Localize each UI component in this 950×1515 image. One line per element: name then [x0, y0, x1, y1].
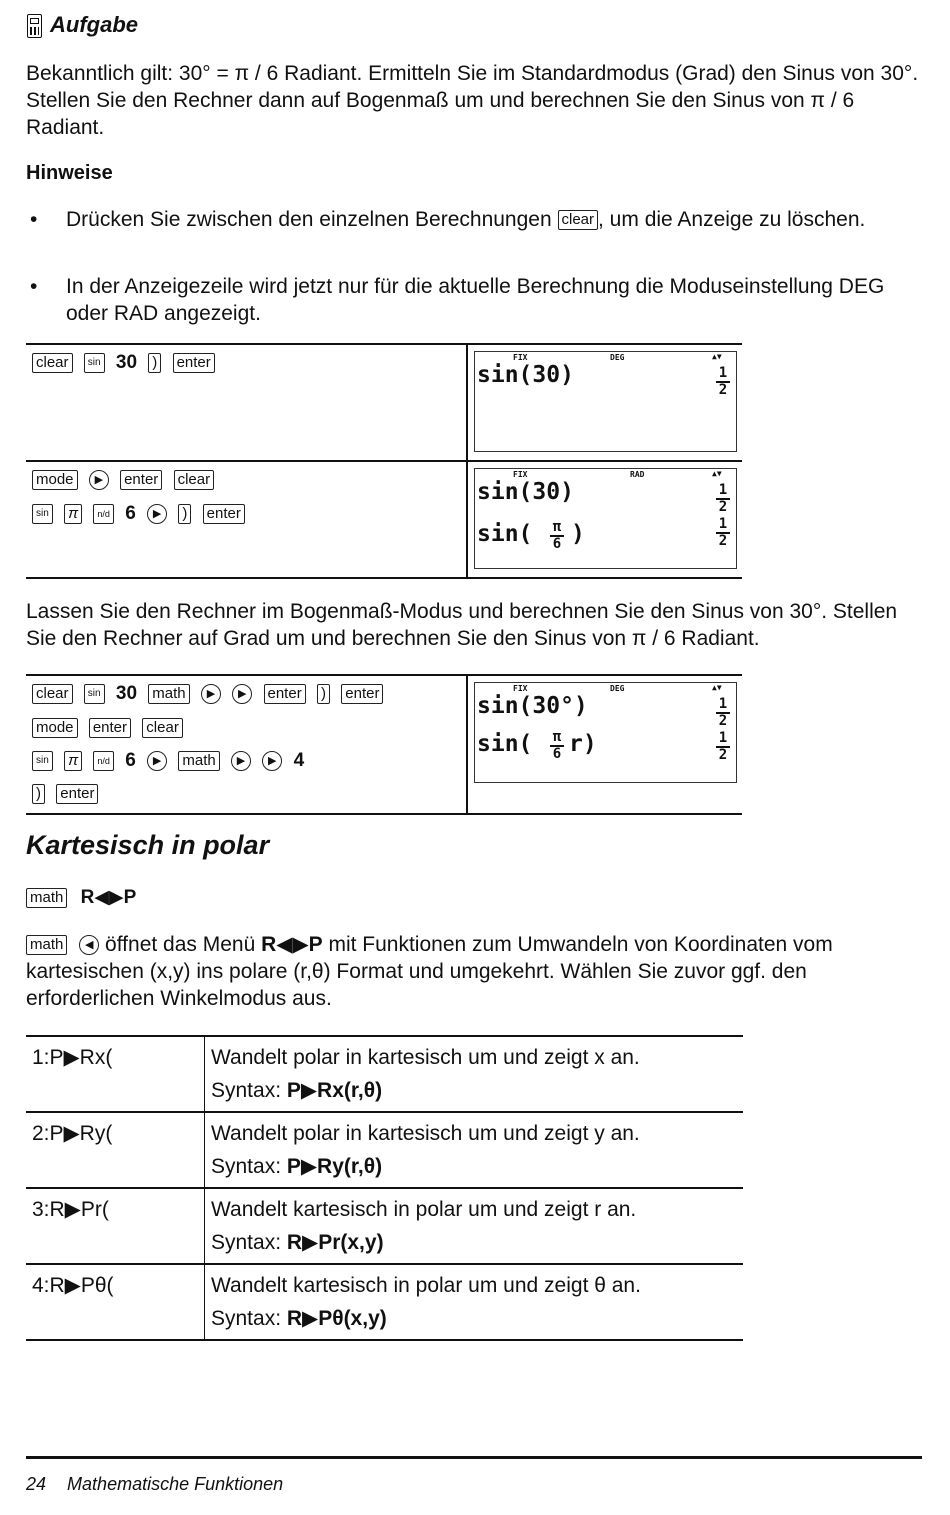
pi-over-6: $\frac{\pi}{6}$	[550, 730, 564, 762]
right-arrow-icon: ▶	[262, 751, 282, 771]
enter-key: enter	[56, 784, 98, 804]
hint-1-text-a: Drücken Sie zwischen den einzelnen Berechnungen	[66, 208, 552, 231]
footer-rule	[26, 1456, 922, 1459]
digit-6: 6	[125, 750, 136, 771]
result-fraction-1: $\frac{1}{2}$	[716, 697, 730, 729]
function-name: 4:R▶Pθ(	[26, 1264, 205, 1340]
function-desc: Wandelt polar in kartesisch um und zeigt x an. Syntax: P▶Rx(r,θ)	[211, 1046, 640, 1102]
enter-key: enter	[120, 470, 162, 490]
enter-key: enter	[89, 718, 131, 738]
calc-screen-3	[474, 682, 737, 783]
desc-menu-name: R◀▶P	[261, 933, 323, 956]
fraction-key: n/d	[93, 504, 114, 524]
calculator-icon	[27, 14, 42, 38]
function-name: 3:R▶Pr(	[26, 1188, 205, 1264]
function-desc: Wandelt polar in kartesisch um und zeigt y an. Syntax: P▶Ry(r,θ)	[211, 1122, 640, 1178]
right-arrow-icon: ▶	[147, 751, 167, 771]
right-arrow-icon: ▶	[232, 684, 252, 704]
keys-row-3b	[32, 711, 189, 745]
table-row	[26, 1036, 743, 1112]
screen-expression-2: sin(	[477, 521, 533, 547]
table-row	[26, 1112, 743, 1188]
keys-row-2a	[32, 463, 220, 497]
screen-expression-1: sin(30°)	[477, 693, 588, 719]
math-key: math	[26, 888, 67, 908]
digit-30: 30	[115, 352, 138, 373]
left-arrow-icon: ◀	[79, 935, 99, 955]
section-title: Kartesisch in polar	[26, 830, 270, 860]
section-description	[26, 931, 926, 1012]
right-arrow-icon: ▶	[89, 470, 109, 490]
math-key: math	[148, 684, 189, 704]
math-key: math	[26, 935, 67, 955]
paren-key: )	[32, 784, 45, 804]
hint-1-text-b: , um die Anzeige zu löschen.	[598, 208, 866, 231]
fix-indicator: FIX	[513, 353, 528, 362]
keys-row-3a	[32, 677, 389, 711]
keys-row-2b	[32, 497, 251, 531]
fix-indicator: FIX	[513, 684, 528, 693]
middle-text: Lassen Sie den Rechner im Bogenmaß-Modus und berechnen Sie den Sinus von 30°. Stellen Sie den Rechner auf Grad um und berechnen Sie den Sinus von π / 6 Radiant.	[26, 600, 898, 650]
calc-screen-2	[474, 468, 737, 569]
functions-table	[26, 1035, 743, 1341]
pi-key: π	[64, 504, 82, 524]
math-key: math	[178, 751, 219, 771]
enter-key: enter	[173, 353, 215, 373]
mode-indicator: DEG	[610, 353, 625, 362]
bullet-2: •	[30, 275, 38, 298]
hints-heading: Hinweise	[26, 162, 113, 184]
right-arrow-icon: ▶	[147, 504, 167, 524]
fraction-key: n/d	[93, 751, 114, 771]
result-fraction-2: $\frac{1}{2}$	[716, 731, 730, 763]
mode-key: mode	[32, 718, 78, 738]
table-row	[26, 1264, 743, 1340]
menu-line	[26, 886, 136, 909]
mode-indicator: RAD	[630, 470, 645, 479]
hint-1	[66, 206, 926, 233]
bullet-1: •	[30, 208, 38, 231]
clear-key: clear	[174, 470, 215, 490]
paren-key: )	[178, 504, 191, 524]
result-fraction-2: $\frac{1}{2}$	[716, 517, 730, 549]
table-row	[26, 1188, 743, 1264]
function-name: 2:P▶Ry(	[26, 1112, 205, 1188]
chapter-name: Mathematische Funktionen	[67, 1474, 284, 1494]
screen-expression: sin(30)	[477, 362, 574, 388]
keys-row-3c	[32, 744, 310, 778]
sin-key: sin	[32, 504, 53, 524]
function-desc: Wandelt kartesisch in polar um und zeigt θ an. Syntax: R▶Pθ(x,y)	[211, 1274, 641, 1330]
right-arrow-icon: ▶	[201, 684, 221, 704]
desc-text-a: öffnet das Menü	[105, 933, 256, 956]
digit-30: 30	[115, 683, 138, 704]
result-fraction: $\frac{1}{2}$	[716, 366, 730, 398]
screen-close-paren: r)	[569, 731, 597, 757]
sin-key: sin	[32, 751, 53, 771]
scroll-arrows-icon: ▲▼	[712, 469, 722, 478]
footer	[26, 1474, 283, 1495]
right-arrow-icon: ▶	[231, 751, 251, 771]
mode-indicator: DEG	[610, 684, 625, 693]
pi-key: π	[64, 751, 82, 771]
sin-key: sin	[84, 684, 105, 704]
task-intro: Bekanntlich gilt: 30° = π / 6 Radiant. Ermitteln Sie im Standardmodus (Grad) den Sinus von 30°. Stellen Sie den Rechner dann auf Bogenmaß um und berechnen Sie den Sinus von π / 6 Radiant.	[26, 62, 919, 139]
sin-key: sin	[84, 353, 105, 373]
task-heading: Aufgabe	[50, 12, 138, 37]
calc-screen-1	[474, 351, 737, 452]
function-name: 1:P▶Rx(	[26, 1036, 205, 1112]
result-fraction-1: $\frac{1}{2}$	[716, 483, 730, 515]
clear-key: clear	[32, 684, 73, 704]
function-desc: Wandelt kartesisch in polar um und zeigt r an. Syntax: R▶Pr(x,y)	[211, 1198, 637, 1254]
fix-indicator: FIX	[513, 470, 528, 479]
scroll-arrows-icon: ▲▼	[712, 683, 722, 692]
screen-expression-1: sin(30)	[477, 479, 574, 505]
paren-key: )	[148, 353, 161, 373]
screen-close-paren: )	[571, 521, 585, 547]
screen-expression-2: sin(	[477, 731, 533, 757]
clear-key: clear	[142, 718, 183, 738]
page-number: 24	[26, 1474, 47, 1494]
digit-6: 6	[125, 503, 136, 524]
mode-key: mode	[32, 470, 78, 490]
enter-key: enter	[203, 504, 245, 524]
enter-key: enter	[341, 684, 383, 704]
paren-key: )	[317, 684, 330, 704]
clear-key: clear	[32, 353, 73, 373]
keys-row-1	[32, 346, 221, 380]
clear-key: clear	[558, 210, 599, 230]
pi-over-6: $\frac{\pi}{6}$	[550, 520, 564, 552]
menu-name: R◀▶P	[80, 887, 137, 908]
digit-4: 4	[293, 750, 305, 771]
hint-2: In der Anzeigezeile wird jetzt nur für die aktuelle Berechnung die Moduseinstellung DEG oder RAD angezeigt.	[66, 275, 885, 325]
enter-key: enter	[264, 684, 306, 704]
desc-text-b: mit Funktionen zum Umwandeln von Koordinaten vom kartesischen (x,y) ins polare (r,θ) Format und umgekehrt. Wählen Sie zuvor ggf. den erforderlichen Winkelmodus aus.	[26, 933, 833, 1010]
keys-row-3d	[32, 777, 104, 811]
scroll-arrows-icon: ▲▼	[712, 352, 722, 361]
